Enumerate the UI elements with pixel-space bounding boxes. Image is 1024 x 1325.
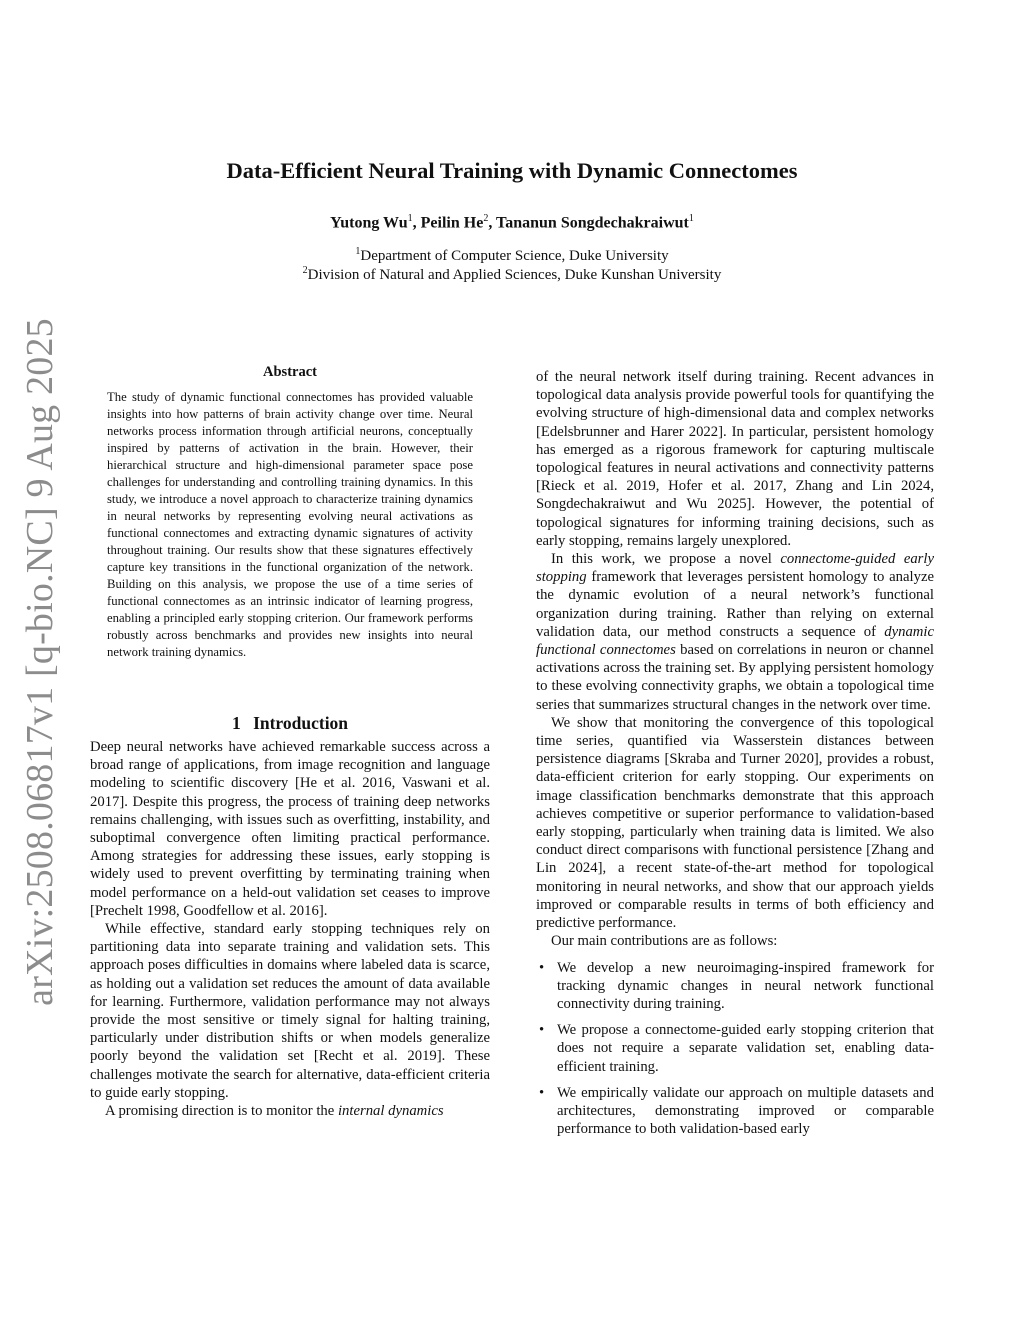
bullet-icon: • xyxy=(539,959,545,976)
author-name: Peilin He xyxy=(420,214,484,232)
bullet-icon: • xyxy=(539,1084,545,1101)
paragraph: We show that monitoring the convergence of this topological time series, quantified via Wasserstein distances between persistence diagrams [Skraba and Turner 2020], provides a robust, data-efficient criterion for early stopping. Our experiments on image classification benchmarks demonstrate that this approach achieves competitive or superior performance to validation-based early stopping, particularly when training data is limited. We also conduct direct comparisons with functional persistence [Zhang and Lin 2024], a recent state-of-the-art method for topological monitoring in neural networks, and show that our approach yields improved or comparable results in terms of both efficiency and predictive performance. xyxy=(536,714,934,932)
section-title: Introduction xyxy=(253,713,349,733)
paragraph: Deep neural networks have achieved remarkable success across a broad range of applications, from image recognition and language modeling to scientific discovery [He et al. 2016, Vaswani et al. 2017]. Despite this progress, the process of training deep networks remains challenging, with issues such as overfitting, instability, and suboptimal convergence often limiting practical performance. Among strategies for addressing these issues, early stopping is widely used to prevent overfitting by terminating training when model performance on a held-out validation set ceases to improve [Prechelt 1998, Goodfellow et al. 2016]. xyxy=(90,739,490,919)
abstract-text: The study of dynamic functional connectomes has provided valuable insights into how patterns of brain activity change over time. Neural networks process information through artificial neurons, conceptually inspired by patterns of activation in the brain. However, their hierarchical structure and high-dimensional parameter space pose challenges for understanding and controlling training dynamics. In this study, we introduce a novel approach to characterize training dynamics in neural networks by representing evolving neural activations as functional connectomes and extracting dynamic signatures of activity throughout training. Our results show that these signatures effectively capture key transitions in the functional organization of the network. Building on this analysis, we propose the use of a time series of functional connectomes as an intrinsic indicator of learning progress, enabling a principled early stopping criterion. Our framework performs robustly across benchmarks and provides new insights into neural network training dynamics. xyxy=(107,390,473,659)
text-run: In this work, we propose a novel xyxy=(551,551,781,568)
affiliation-text: Department of Computer Science, Duke University xyxy=(360,248,669,264)
contribution-list xyxy=(536,959,934,1139)
paper-title: Data-Efficient Neural Training with Dynamic Connectomes xyxy=(226,158,798,183)
list-item xyxy=(536,959,934,1014)
section-heading xyxy=(90,713,490,734)
paragraph: Our main contributions are as follows: xyxy=(551,933,778,950)
author-affil-mark: 1 xyxy=(407,213,413,224)
list-item xyxy=(536,1084,934,1139)
emphasis: dynamic functional connectomes xyxy=(536,623,934,659)
paragraph xyxy=(536,550,934,714)
paragraph xyxy=(90,1102,490,1120)
affiliation-mark: 1 xyxy=(355,246,361,257)
affiliation xyxy=(0,265,1024,284)
text-run: framework that leverages persistent homology to analyze the dynamic evolution of a neural network’s functional organization during training. Rather than relying on external validation data, our method constructs a sequence of xyxy=(536,569,934,640)
paragraph: While effective, standard early stopping techniques rely on partitioning data into separate training and validation sets. This approach poses difficulties in domains where labeled data is scarce, as holding out a validation set reduces the amount of data available for learning. Furthermore, validation performance may not always provide the most sensitive or timely signal for halting training, particularly under distribution shifts or when models generalize poorly beyond the validation set [Recht et al. 2019]. These challenges motivate the search for alternative, data-efficient criteria to guide early stopping. xyxy=(90,921,490,1101)
author-affil-mark: 2 xyxy=(483,213,489,224)
affiliation-text: Division of Natural and Applied Sciences, Duke Kunshan University xyxy=(307,267,722,283)
author-separator: , xyxy=(488,214,497,232)
arxiv-id: arXiv:2508.06817v1 [q-bio.NC] 9 Aug 2025 xyxy=(18,318,61,1006)
paragraph: of the neural network itself during training. Recent advances in topological data analysis provide powerful tools for quantifying the evolving structure of high-dimensional data and complex networks [Edelsbrunner and Harer 2022]. In particular, persistent homology has emerged as a rigorous framework for capturing multiscale topological features in neural activations and connectivity patterns [Rieck et al. 2019, Hofer et al. 2017, Zhang and Lin 2024, Songdechakraiwut and Wu 2025]. However, the potential of topological signatures for informing training decisions, such as early stopping, remains largely unexplored. xyxy=(536,369,934,549)
author-name: Yutong Wu xyxy=(330,214,408,232)
list-item-text: We develop a new neuroimaging-inspired framework for tracking dynamic changes in neural network functional connectivity during training. xyxy=(557,959,934,1012)
text-run: A promising direction is to monitor the xyxy=(105,1103,338,1120)
arxiv-stamp xyxy=(12,318,67,1006)
author-separator: , xyxy=(412,214,421,232)
text-run: based on correlations in neuron or channel activations across the training set. By applying persistent homology to these evolving connectivity graphs, we obtain a topological time series that summarizes structural changes in the network over time. xyxy=(536,642,934,713)
author-list xyxy=(0,213,1024,232)
affiliation xyxy=(0,246,1024,265)
list-item-text: We empirically validate our approach on multiple datasets and architectures, demonstrating improved or comparable performance to both validation-based early xyxy=(557,1084,934,1138)
list-item xyxy=(536,1021,934,1076)
right-column xyxy=(536,368,934,1146)
section-number: 1 xyxy=(231,713,241,733)
emphasis: connectome-guided early stopping xyxy=(536,551,934,586)
affiliation-mark: 2 xyxy=(302,265,308,276)
author-name: Tananun Songdechakraiwut xyxy=(496,214,689,232)
emphasis: internal dynamics xyxy=(337,1103,444,1120)
bullet-icon: • xyxy=(539,1022,545,1039)
abstract-heading: Abstract xyxy=(263,364,317,380)
author-affil-mark: 1 xyxy=(688,213,694,224)
list-item-text: We propose a connectome-guided early stopping criterion that does not require a separate validation set, enabling data-efficient training. xyxy=(557,1022,934,1075)
left-column xyxy=(90,738,490,1120)
